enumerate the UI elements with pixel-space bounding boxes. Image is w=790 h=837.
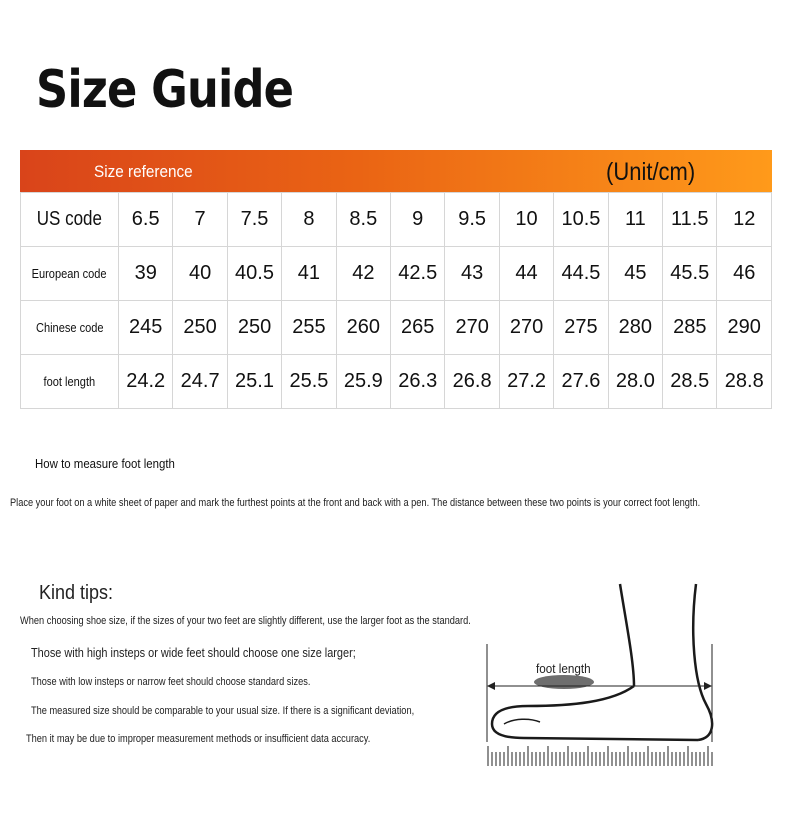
size-cell: 25.9 xyxy=(336,355,390,409)
foot-measure-diagram xyxy=(484,582,720,782)
size-cell: 43 xyxy=(445,247,499,301)
row-label xyxy=(21,355,119,409)
size-cell: 12 xyxy=(717,193,772,247)
table-row xyxy=(21,193,772,247)
size-cell: 10 xyxy=(499,193,553,247)
tip-line: The measured size should be comparable to your usual size. If there is a significant deviation, xyxy=(31,705,415,717)
howto-heading: How to measure foot length xyxy=(35,456,175,471)
size-reference-banner xyxy=(20,150,772,192)
size-cell: 41 xyxy=(282,247,336,301)
table-row xyxy=(21,301,772,355)
size-cell: 28.0 xyxy=(608,355,662,409)
size-cell: 9 xyxy=(391,193,445,247)
size-cell: 28.8 xyxy=(717,355,772,409)
size-cell: 6.5 xyxy=(119,193,173,247)
row-label-text: European code xyxy=(32,266,107,281)
unit-label: (Unit/cm) xyxy=(606,158,696,186)
page-title: Size Guide xyxy=(36,60,294,120)
size-cell: 270 xyxy=(499,301,553,355)
size-cell: 25.5 xyxy=(282,355,336,409)
size-cell: 28.5 xyxy=(663,355,717,409)
size-cell: 8.5 xyxy=(336,193,390,247)
row-label xyxy=(21,247,119,301)
size-cell: 39 xyxy=(119,247,173,301)
size-cell: 24.7 xyxy=(173,355,227,409)
size-cell: 260 xyxy=(336,301,390,355)
size-cell: 275 xyxy=(554,301,608,355)
size-cell: 40 xyxy=(173,247,227,301)
table-row xyxy=(21,355,772,409)
size-cell: 42 xyxy=(336,247,390,301)
size-cell: 11.5 xyxy=(663,193,717,247)
size-cell: 26.3 xyxy=(391,355,445,409)
tip-line: Those with low insteps or narrow feet should choose standard sizes. xyxy=(31,676,311,688)
row-label-text: foot length xyxy=(43,374,96,389)
tip-line: When choosing shoe size, if the sizes of your two feet are slightly different, use the larger foot as the standard. xyxy=(20,615,471,627)
size-cell: 44.5 xyxy=(554,247,608,301)
banner-label: Size reference xyxy=(94,162,193,181)
size-cell: 9.5 xyxy=(445,193,499,247)
size-cell: 265 xyxy=(391,301,445,355)
size-cell: 290 xyxy=(717,301,772,355)
size-cell: 46 xyxy=(717,247,772,301)
size-cell: 27.6 xyxy=(554,355,608,409)
size-cell: 250 xyxy=(173,301,227,355)
tips-heading: Kind tips: xyxy=(39,582,114,604)
size-cell: 245 xyxy=(119,301,173,355)
size-cell: 44 xyxy=(499,247,553,301)
tip-line: Then it may be due to improper measurement methods or insufficient data accuracy. xyxy=(26,733,371,745)
size-cell: 26.8 xyxy=(445,355,499,409)
size-cell: 255 xyxy=(282,301,336,355)
size-cell: 7 xyxy=(173,193,227,247)
size-cell: 285 xyxy=(663,301,717,355)
howto-text: Place your foot on a white sheet of paper and mark the furthest points at the front and back with a pen. The distance between these two points is your correct foot length. xyxy=(10,497,701,509)
size-cell: 270 xyxy=(445,301,499,355)
size-cell: 280 xyxy=(608,301,662,355)
row-label xyxy=(21,301,119,355)
size-cell: 8 xyxy=(282,193,336,247)
size-cell: 7.5 xyxy=(227,193,281,247)
size-cell: 42.5 xyxy=(391,247,445,301)
size-table xyxy=(20,192,772,409)
size-cell: 45.5 xyxy=(663,247,717,301)
size-cell: 27.2 xyxy=(499,355,553,409)
row-label xyxy=(21,193,119,247)
foot-length-label: foot length xyxy=(536,661,591,676)
size-cell: 250 xyxy=(227,301,281,355)
tip-line: Those with high insteps or wide feet should choose one size larger; xyxy=(31,645,356,660)
size-cell: 10.5 xyxy=(554,193,608,247)
size-cell: 25.1 xyxy=(227,355,281,409)
size-cell: 45 xyxy=(608,247,662,301)
size-cell: 40.5 xyxy=(227,247,281,301)
row-label-text: US code xyxy=(36,208,103,230)
table-row xyxy=(21,247,772,301)
size-cell: 11 xyxy=(608,193,662,247)
row-label-text: Chinese code xyxy=(35,320,104,335)
size-cell: 24.2 xyxy=(119,355,173,409)
